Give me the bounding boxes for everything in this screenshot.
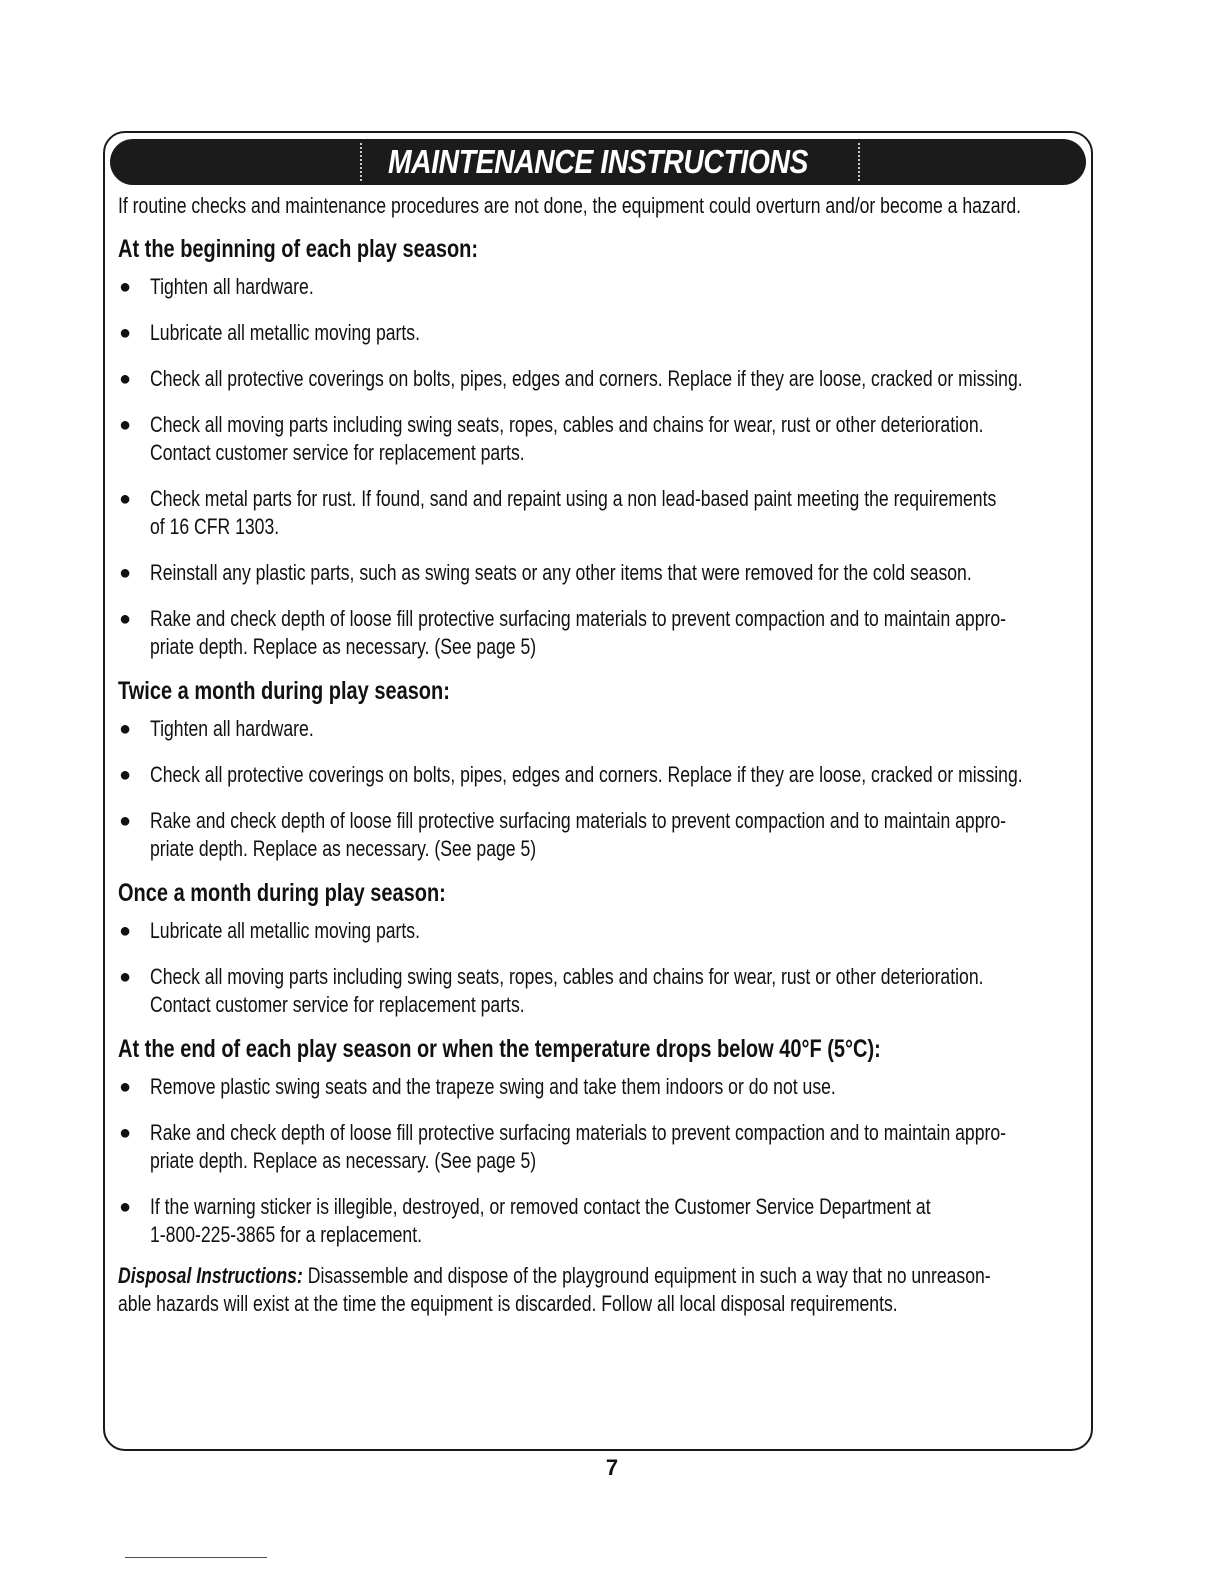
list-item [118,485,1068,541]
bullet-list [118,917,1068,1019]
list-item-text: Tighten all hardware. [150,274,314,299]
list-item-text: Tighten all hardware. [150,716,314,741]
list-item-text: Lubricate all metallic moving parts. [150,320,420,345]
list-item-text: of 16 CFR 1303. [150,514,280,539]
list-item [118,761,1068,789]
list-item-text: Check all moving parts including swing seats, ropes, cables and chains for wear, rust or other deterioration. [150,412,984,437]
list-item-text: Contact customer service for replacement parts. [150,992,525,1017]
disposal-text-line-1: Disassemble and dispose of the playground equipment in such a way that no unreason- [302,1263,991,1288]
list-item-text: Check all moving parts including swing seats, ropes, cables and chains for wear, rust or other deterioration. [150,964,984,989]
bullet-icon: ● [119,764,132,786]
bullet-icon: ● [119,966,132,988]
bullet-list [118,1073,1068,1249]
bullet-icon: ● [119,488,132,510]
list-item-text: Contact customer service for replacement parts. [150,440,525,465]
bullet-icon: ● [119,920,132,942]
bullet-icon: ● [119,562,132,584]
bullet-list [118,273,1068,661]
list-item-text: Rake and check depth of loose fill protective surfacing materials to prevent compaction and to maintain appro- [150,808,1007,833]
bullet-icon: ● [119,322,132,344]
bullet-icon: ● [119,276,132,298]
sections-container [118,231,1068,1249]
maintenance-content [118,191,1068,1317]
bullet-icon: ● [119,1122,132,1144]
list-item [118,963,1068,1019]
section-heading: Once a month during play season: [118,879,446,907]
list-item [118,1119,1068,1175]
list-item-text: Rake and check depth of loose fill protective surfacing materials to prevent compaction and to maintain appro- [150,606,1007,631]
section-heading: Twice a month during play season: [118,677,450,705]
bullet-icon: ● [119,1076,132,1098]
list-item-text: Remove plastic swing seats and the trapeze swing and take them indoors or do not use. [150,1074,836,1099]
bullet-icon: ● [119,414,132,436]
section-heading: At the beginning of each play season: [118,235,479,263]
list-item [118,1193,1068,1249]
list-item [118,1073,1068,1101]
list-item-text: 1-800-225-3865 for a replacement. [150,1222,422,1247]
list-item [118,807,1068,863]
disposal-instructions [118,1261,1068,1317]
list-item-text: priate depth. Replace as necessary. (See page 5) [150,1148,537,1173]
list-item-text: Lubricate all metallic moving parts. [150,918,420,943]
footer-rule [125,1557,267,1558]
bullet-icon: ● [119,810,132,832]
intro-text: If routine checks and maintenance procedures are not done, the equipment could overturn and/or become a hazard. [118,193,1022,218]
list-item [118,365,1068,393]
list-item-text: If the warning sticker is illegible, destroyed, or removed contact the Customer Service Department at [150,1194,931,1219]
list-item-text: Rake and check depth of loose fill protective surfacing materials to prevent compaction and to maintain appro- [150,1120,1007,1145]
list-item [118,273,1068,301]
section-heading: At the end of each play season or when the temperature drops below 40°F (5°C): [118,1035,881,1063]
list-item [118,319,1068,347]
list-item-text: Check metal parts for rust. If found, sand and repaint using a non lead-based paint meeting the requirements [150,486,997,511]
list-item-text: priate depth. Replace as necessary. (See page 5) [150,836,537,861]
bullet-icon: ● [119,608,132,630]
bullet-icon: ● [119,368,132,390]
title-bar [110,139,1086,185]
list-item-text: priate depth. Replace as necessary. (See page 5) [150,634,537,659]
list-item [118,917,1068,945]
disposal-text-line-2: able hazards will exist at the time the equipment is discarded. Follow all local disposal requirements. [118,1291,898,1316]
list-item [118,605,1068,661]
page-number: 7 [605,1455,619,1480]
list-item-text: Check all protective coverings on bolts, pipes, edges and corners. Replace if they are loose, cracked or missing. [150,762,1023,787]
bullet-icon: ● [119,1196,132,1218]
list-item [118,559,1068,587]
list-item-text: Reinstall any plastic parts, such as swing seats or any other items that were removed for the cold season. [150,560,972,585]
bullet-list [118,715,1068,863]
list-item [118,411,1068,467]
list-item-text: Check all protective coverings on bolts, pipes, edges and corners. Replace if they are loose, cracked or missing. [150,366,1023,391]
page-title: MAINTENANCE INSTRUCTIONS [387,143,809,180]
list-item [118,715,1068,743]
disposal-label: Disposal Instructions: [118,1263,303,1288]
bullet-icon: ● [119,718,132,740]
